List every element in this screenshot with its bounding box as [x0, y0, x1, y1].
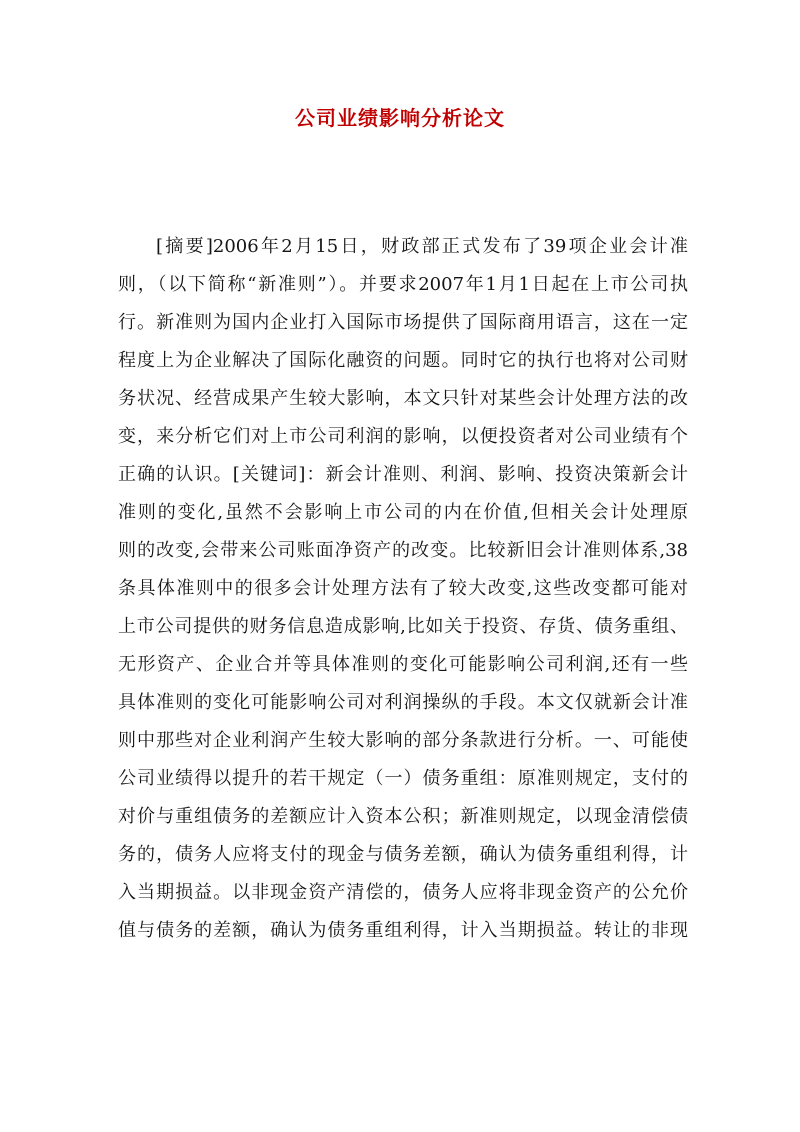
- body-line: 行。新准则为国内企业打入国际市场提供了国际商用语言，这在一定: [118, 312, 688, 333]
- body-line: 则，（以下简称“新准则”）。并要求2007年1月1日起在上市公司执: [118, 274, 688, 295]
- body-line: 公司业绩得以提升的若干规定（一）债务重组：原准则规定，支付的: [118, 768, 688, 789]
- body-line: 则中那些对企业利润产生较大影响的部分条款进行分析。一、可能使: [118, 730, 688, 751]
- document-body: [118, 228, 688, 950]
- body-line: [摘要]2006年2月15日，财政部正式发布了39项企业会计准: [156, 236, 688, 257]
- body-line: 值与债务的差额，确认为债务重组利得，计入当期损益。转让的非现: [118, 920, 688, 941]
- document-title: 公司业绩影响分析论文: [295, 106, 505, 130]
- body-line: 上市公司提供的财务信息造成影响,比如关于投资、存货、债务重组、: [118, 616, 688, 637]
- body-line: 条具体准则中的很多会计处理方法有了较大改变,这些改变都可能对: [118, 578, 688, 599]
- body-line: 对价与重组债务的差额应计入资本公积；新准则规定，以现金清偿债: [118, 806, 688, 827]
- body-line: 正确的认识。[关键词]：新会计准则、利润、影响、投资决策新会计: [118, 464, 688, 485]
- body-line: 具体准则的变化可能影响公司对利润操纵的手段。本文仅就新会计准: [118, 692, 688, 713]
- body-line: 无形资产、企业合并等具体准则的变化可能影响公司利润,还有一些: [118, 654, 688, 675]
- body-line: 务状况、经营成果产生较大影响，本文只针对某些会计处理方法的改: [118, 388, 688, 409]
- body-line: 程度上为企业解决了国际化融资的问题。同时它的执行也将对公司财: [118, 350, 688, 371]
- body-line: 准则的变化,虽然不会影响上市公司的内在价值,但相关会计处理原: [118, 502, 688, 523]
- body-line: 则的改变,会带来公司账面净资产的改变。比较新旧会计准则体系,38: [118, 540, 688, 561]
- body-line: 务的，债务人应将支付的现金与债务差额，确认为债务重组利得，计: [118, 844, 688, 865]
- body-line: 变，来分析它们对上市公司利润的影响，以便投资者对公司业绩有个: [118, 426, 688, 447]
- body-line: 入当期损益。以非现金资产清偿的，债务人应将非现金资产的公允价: [118, 882, 688, 903]
